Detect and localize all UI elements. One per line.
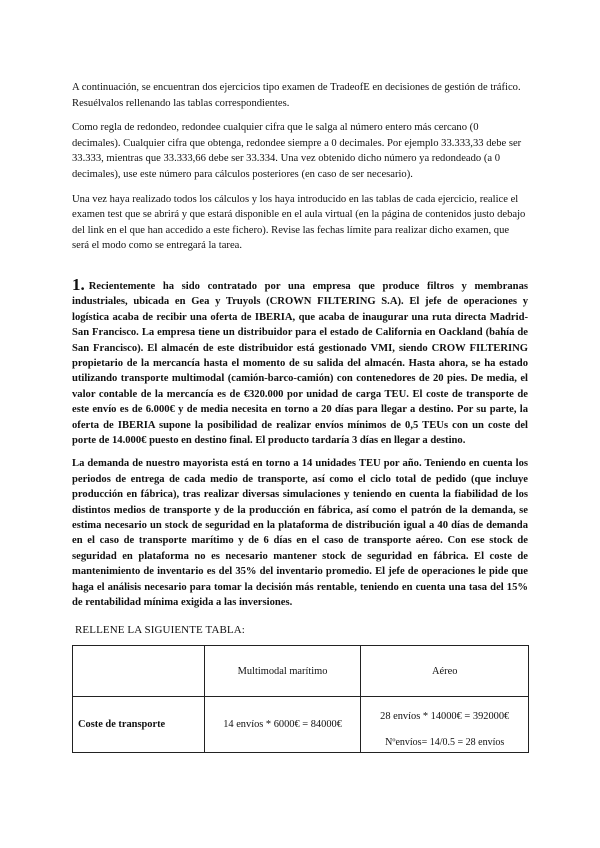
intro-paragraph-2: Como regla de redondeo, redondee cualquier cifra que le salga al número entero más cercano (0 decimales). Cualquier cifra que obtenga, redondee siempre a 0 decimales. Por ejemplo 33.333,33 debe ser 33.333, mientras que 33.333,66 debe ser 33.334. Una vez obtenido dicho número ya redondeado (a 0 decimales), use este número para cálculos posteriores (en caso de ser necesario). xyxy=(72,122,522,180)
header-maritime: Multimodal marítimo xyxy=(204,646,361,697)
table-header-row xyxy=(73,646,529,697)
intro-paragraph-3: Una vez haya realizado todos los cálculos y los haya introducido en las tablas de cada ejercicio, realice el examen test que se abrirá y que estará disponible en el aula virtual (en la página de contenidos justo debajo del link en el que han accedido a este fichero). Revise las fechas límite para realizar dicho examen, que será el modo como se entregará la tarea. xyxy=(72,193,526,252)
air-cost-calc: 28 envíos * 14000€ = 392000€ xyxy=(380,711,510,723)
maritime-cost-calc: 14 envíos * 6000€ = 84000€ xyxy=(223,719,342,731)
header-air: Aéreo xyxy=(361,646,529,697)
row-label-transport-cost: Coste de transporte xyxy=(73,697,205,753)
table-title: RELLENE LA SIGUIENTE TABLA: xyxy=(75,624,245,637)
table-row-transport-cost xyxy=(73,697,529,753)
results-table xyxy=(72,645,529,753)
exercise-1-text: Recientemente ha sido contratado por una empresa que produce filtros y membranas industriales, ubicada en Gea y Truyols (CROWN FILTERING S.A). El jefe de operaciones y logística acaba de recibir una oferta de IBERIA, que acaba de inaugurar una ruta directa Madrid-San Francisco. La empresa tiene un distribuidor para el estado de California en Oackland (bahía de San Francisco). El almacén de este distribuidor está gestionado VMI, siendo CROW FILTERING propietario de la mercancía hasta el momento de su salida del almacén. Hasta ahora, se ha estado utilizando transporte multimodal (camión-barco-camión) con contenedores de 20 pies. De media, el valor contable de la mercancía es de €320.000 por unidad de carga TEU. El coste de transporte de este envío es de 6.000€ y de media necesita en torno a 20 días para llegar a destino. Por su parte, la oferta de IBERIA supone la posibilidad de realizar envíos mínimos de 0,5 TEUs con un coste del porte de 14.000€ puesto en destino final. El producto tardaría 3 días en llegar a destino. xyxy=(72,280,528,446)
air-shipments-note: Nºenvíos= 14/0.5 = 28 envíos xyxy=(385,737,505,749)
intro-paragraph-1: A continuación, se encuentran dos ejercicios tipo examen de TradeofE en decisiones de gestión de tráfico. Resuélvalos rellenando las tablas correspondientes. xyxy=(72,82,521,109)
exercise-1-paragraph-1 xyxy=(72,274,528,448)
exercise-number: 1. xyxy=(72,274,85,294)
cell-maritime-cost xyxy=(204,697,361,753)
header-empty-cell xyxy=(73,646,205,697)
cell-air-cost xyxy=(361,697,529,753)
exercise-1-paragraph-2: La demanda de nuestro mayorista está en torno a 14 unidades TEU por año. Teniendo en cuenta los periodos de entrega de cada medio de transporte, así como el ciclo total de pedido (que incluye producción en fábrica), tras realizar diversas simulaciones y teniendo en cuenta la fiabilidad de los distintos medios de transporte y de la producción en fábrica, así como el patrón de la demanda, se estima necesario un stock de seguridad en la plataforma de distribución igual a 40 días de demanda en el caso de transporte marítimo y de 6 días en el caso de transporte aéreo. Con ese stock de seguridad en plataforma no es necesario mantener stock de seguridad en fábrica. El coste de mantenimiento de inventario es del 35% del inventario promedio. El jefe de operaciones le pide que haga el análisis necesario para tomar la decisión más rentable, teniendo en cuenta una tasa del 15% de rentabilidad mínima exigida a las inversiones. xyxy=(72,458,528,609)
